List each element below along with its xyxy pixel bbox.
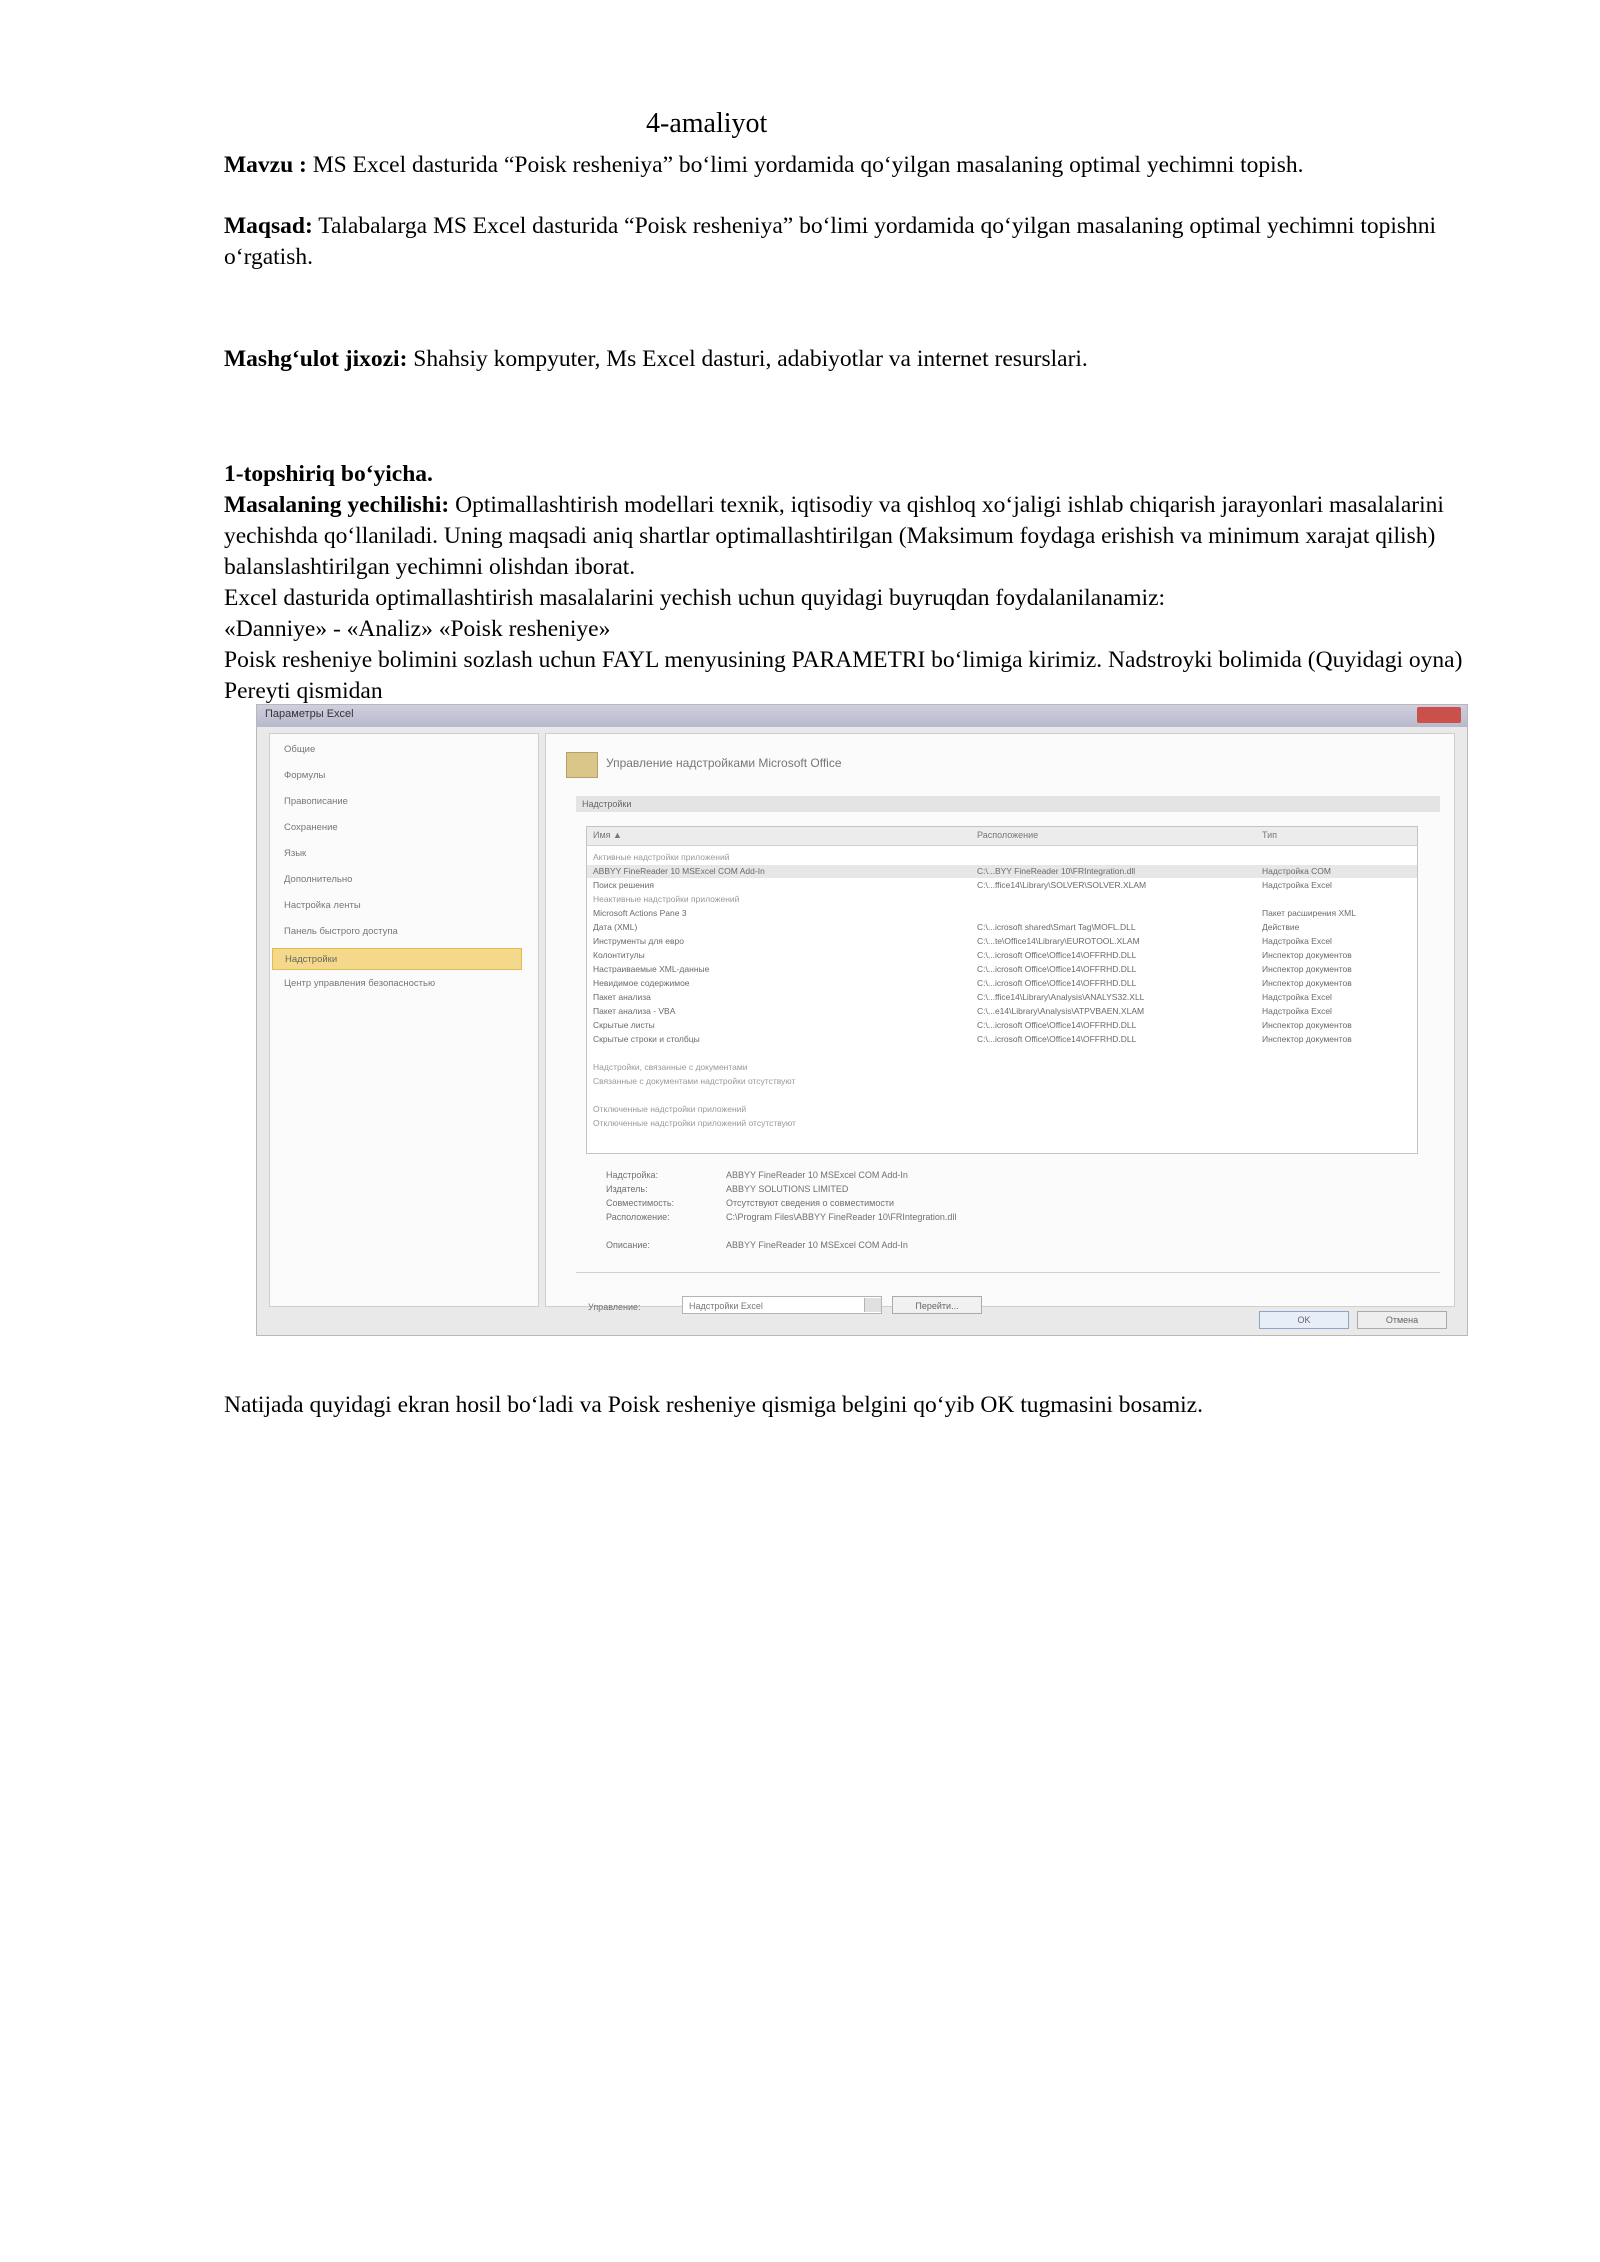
topic-paragraph	[224, 150, 1496, 181]
menu-path-line: «Danniye» - «Analiz» «Poisk resheniye»	[224, 616, 611, 642]
addin-cell-name: Пакет анализа	[593, 992, 651, 1002]
topic-label: Mavzu :	[224, 152, 307, 178]
addin-row	[587, 1005, 1417, 1018]
addin-row	[587, 949, 1417, 962]
addin-cell-name: Неактивные надстройки приложений	[593, 894, 740, 904]
addin-cell-type: Надстройка Excel	[1262, 1006, 1332, 1016]
addin-cell-loc: C:\...ffice14\Library\SOLVER\SOLVER.XLAM	[977, 880, 1147, 890]
addins-section-label: Надстройки	[576, 796, 1440, 812]
addin-cell-name: Невидимое содержимое	[593, 978, 690, 988]
addin-cell-name: Активные надстройки приложений	[593, 852, 730, 862]
detail-line	[606, 1170, 908, 1180]
addin-row	[587, 963, 1417, 976]
addin-cell-type: Инспектор документов	[1262, 1020, 1352, 1030]
equipment-text: Shahsiy kompyuter, Ms Excel dasturi, adabiyotlar va internet resurslari.	[407, 346, 1088, 372]
addins-icon	[566, 752, 598, 778]
addin-row	[587, 991, 1417, 1004]
addin-cell-name: Колонтитулы	[593, 950, 645, 960]
addin-row	[587, 865, 1417, 878]
addin-row	[587, 1047, 1417, 1060]
solution-label: Masalaning yechilishi:	[224, 492, 450, 518]
detail-value: Отсутствуют сведения о совместимости	[726, 1198, 895, 1208]
solution-paragraph	[224, 490, 1496, 583]
detail-label: Совместимость:	[606, 1198, 675, 1208]
divider	[576, 1272, 1440, 1273]
detail-value: ABBYY FineReader 10 MSExcel COM Add-In	[726, 1240, 908, 1250]
nav-item: Надстройки	[272, 948, 522, 970]
goal-text: Talabalarga MS Excel dasturida “Poisk resheniya” bo‘limi yordamida qo‘yilgan masalaning optimal yechimni topishni o‘rgatish.	[224, 213, 1437, 270]
addin-cell-name: Настраиваемые XML-данные	[593, 964, 710, 974]
dialog-titlebar	[257, 705, 1467, 727]
nav-item: Настройка ленты	[284, 900, 361, 911]
addin-cell-type: Надстройка Excel	[1262, 880, 1332, 890]
detail-value: ABBYY FineReader 10 MSExcel COM Add-In	[726, 1170, 908, 1180]
settings-paragraph: Poisk resheniye bolimini sozlash uchun FAYL menyusining PARAMETRI bo‘limiga kirimiz. Nadstroyki bolimida (Quyidagi oyna) Pereyti qismidan	[224, 647, 1463, 704]
addin-cell-loc: C:\...ffice14\Library\Analysis\ANALYS32.XLL	[977, 992, 1145, 1002]
addin-row	[587, 921, 1417, 934]
topic-text: MS Excel dasturida “Poisk resheniya” bo‘limi yordamida qo‘yilgan masalaning optimal yechimni topish.	[306, 152, 1304, 178]
addin-row	[587, 1061, 1417, 1074]
addin-cell-name: Скрытые строки и столбцы	[593, 1034, 700, 1044]
addin-cell-type: Инспектор документов	[1262, 950, 1352, 960]
detail-label: Надстройка:	[606, 1170, 659, 1180]
col-name: Имя ▲	[593, 830, 622, 840]
solution-text: Optimallashtirish modellari texnik, iqtisodiy va qishloq xo‘jaligi ishlab chiqarish jarayonlari masalalarini yechishda qo‘llaniladi. Uning maqsadi aniq shartlar optimallashtirilgan (Maksimum foydaga erishish va minimum xarajat qilish) balanslashtirilgan yechimni olishdan iborat.	[224, 492, 1444, 580]
addin-cell-loc: C:\...te\Office14\Library\EUROTOOL.XLAM	[977, 936, 1140, 946]
nav-item: Панель быстрого доступа	[284, 926, 398, 937]
equipment-label: Mashg‘ulot jixozi:	[224, 346, 408, 372]
addin-cell-loc: C:\...icrosoft Office\Office14\OFFRHD.DLL	[977, 1020, 1137, 1030]
nav-item: Язык	[284, 848, 307, 859]
nav-item: Сохранение	[284, 822, 338, 833]
addin-cell-name: Отключенные надстройки приложений отсутствуют	[593, 1118, 796, 1128]
addin-row	[587, 907, 1417, 920]
col-location: Расположение	[977, 830, 1039, 840]
goal-label: Maqsad:	[224, 213, 313, 239]
detail-label: Расположение:	[606, 1212, 670, 1222]
detail-line	[606, 1226, 726, 1236]
addin-cell-loc: C:\...icrosoft Office\Office14\OFFRHD.DLL	[977, 964, 1137, 974]
addin-cell-type: Действие	[1262, 922, 1300, 932]
task-heading	[224, 459, 1496, 490]
detail-line	[606, 1198, 894, 1208]
cancel-button: Отмена	[1357, 1311, 1447, 1329]
addin-row	[587, 1033, 1417, 1046]
addin-row	[587, 851, 1417, 864]
addin-row	[587, 879, 1417, 892]
addin-cell-type: Инспектор документов	[1262, 1034, 1352, 1044]
go-button: Перейти...	[892, 1296, 982, 1314]
addin-cell-loc: C:\...icrosoft shared\Smart Tag\MOFL.DLL	[977, 922, 1136, 932]
addin-row	[587, 935, 1417, 948]
addin-cell-type: Пакет расширения XML	[1262, 908, 1356, 918]
addin-cell-type: Надстройка Excel	[1262, 992, 1332, 1002]
addin-cell-loc: C:\...e14\Library\Analysis\ATPVBAEN.XLAM	[977, 1006, 1145, 1016]
goal-paragraph	[224, 211, 1496, 273]
addin-cell-loc: C:\...icrosoft Office\Office14\OFFRHD.DLL	[977, 950, 1137, 960]
addin-cell-name: Скрытые листы	[593, 1020, 655, 1030]
addins-list-header	[587, 827, 1417, 846]
col-type: Тип	[1262, 830, 1278, 840]
ok-button: OK	[1259, 1311, 1349, 1329]
addin-cell-loc: C:\...BYY FineReader 10\FRIntegration.dll	[977, 866, 1136, 876]
detail-line	[606, 1184, 848, 1194]
addin-cell-name: Пакет анализа - VBA	[593, 1006, 676, 1016]
addin-row	[587, 977, 1417, 990]
detail-line	[606, 1212, 956, 1222]
task-heading-text: 1-topshiriq bo‘yicha.	[224, 461, 433, 487]
excel-options-screenshot	[256, 704, 1468, 1336]
chevron-down-icon	[864, 1298, 881, 1312]
nav-item: Центр управления безопасностью	[284, 978, 436, 989]
result-paragraph: Natijada quyidagi ekran hosil bo‘ladi va Poisk resheniye qismiga belgini qo‘yib OK tugmasini bosamiz.	[224, 1392, 1203, 1418]
addin-cell-name: Поиск решения	[593, 880, 654, 890]
addin-cell-name: Инструменты для евро	[593, 936, 684, 946]
detail-label: Описание:	[606, 1240, 650, 1250]
addins-header: Управление надстройками Microsoft Office	[606, 756, 842, 770]
addin-cell-type: Инспектор документов	[1262, 964, 1352, 974]
addin-cell-name: Microsoft Actions Pane 3	[593, 908, 687, 918]
addin-cell-loc: C:\...icrosoft Office\Office14\OFFRHD.DLL	[977, 1034, 1137, 1044]
manage-select: Надстройки Excel	[682, 1296, 882, 1314]
addin-row	[587, 1117, 1417, 1130]
detail-label: Издатель:	[606, 1184, 648, 1194]
page-title: 4-amaliyot	[646, 108, 768, 139]
addin-row	[587, 1103, 1417, 1116]
addin-cell-type: Надстройка Excel	[1262, 936, 1332, 946]
close-icon	[1417, 707, 1461, 723]
addin-cell-name: Надстройки, связанные с документами	[593, 1062, 748, 1072]
addin-row	[587, 1075, 1417, 1088]
detail-value: ABBYY SOLUTIONS LIMITED	[726, 1184, 849, 1194]
addins-pane	[545, 733, 1455, 1312]
addin-cell-name: Связанные с документами надстройки отсутствуют	[593, 1076, 796, 1086]
options-nav-pane	[269, 733, 539, 1307]
nav-item: Общие	[284, 744, 316, 755]
nav-item: Правописание	[284, 796, 348, 807]
addins-list	[586, 826, 1418, 1154]
excel-line: Excel dasturida optimallashtirish masalalarini yechish uchun quyidagi buyruqdan foydalanilanamiz:	[224, 585, 1166, 611]
equipment-paragraph	[224, 344, 1496, 375]
dialog-title: Параметры Excel	[265, 708, 354, 720]
addin-row	[587, 1019, 1417, 1032]
addin-row	[587, 1089, 1417, 1102]
nav-item: Дополнительно	[284, 874, 353, 885]
detail-value: C:\Program Files\ABBYY FineReader 10\FRIntegration.dll	[726, 1212, 957, 1222]
addin-cell-name: Дата (XML)	[593, 922, 638, 932]
detail-line	[606, 1240, 908, 1250]
addin-cell-name: Отключенные надстройки приложений	[593, 1104, 747, 1114]
addin-cell-name: ABBYY FineReader 10 MSExcel COM Add-In	[593, 866, 765, 876]
nav-item: Формулы	[284, 770, 326, 781]
addin-cell-loc: C:\...icrosoft Office\Office14\OFFRHD.DLL	[977, 978, 1137, 988]
addin-cell-type: Надстройка COM	[1262, 866, 1331, 876]
addin-cell-type: Инспектор документов	[1262, 978, 1352, 988]
manage-label: Управление:	[588, 1302, 641, 1312]
addin-row	[587, 893, 1417, 906]
